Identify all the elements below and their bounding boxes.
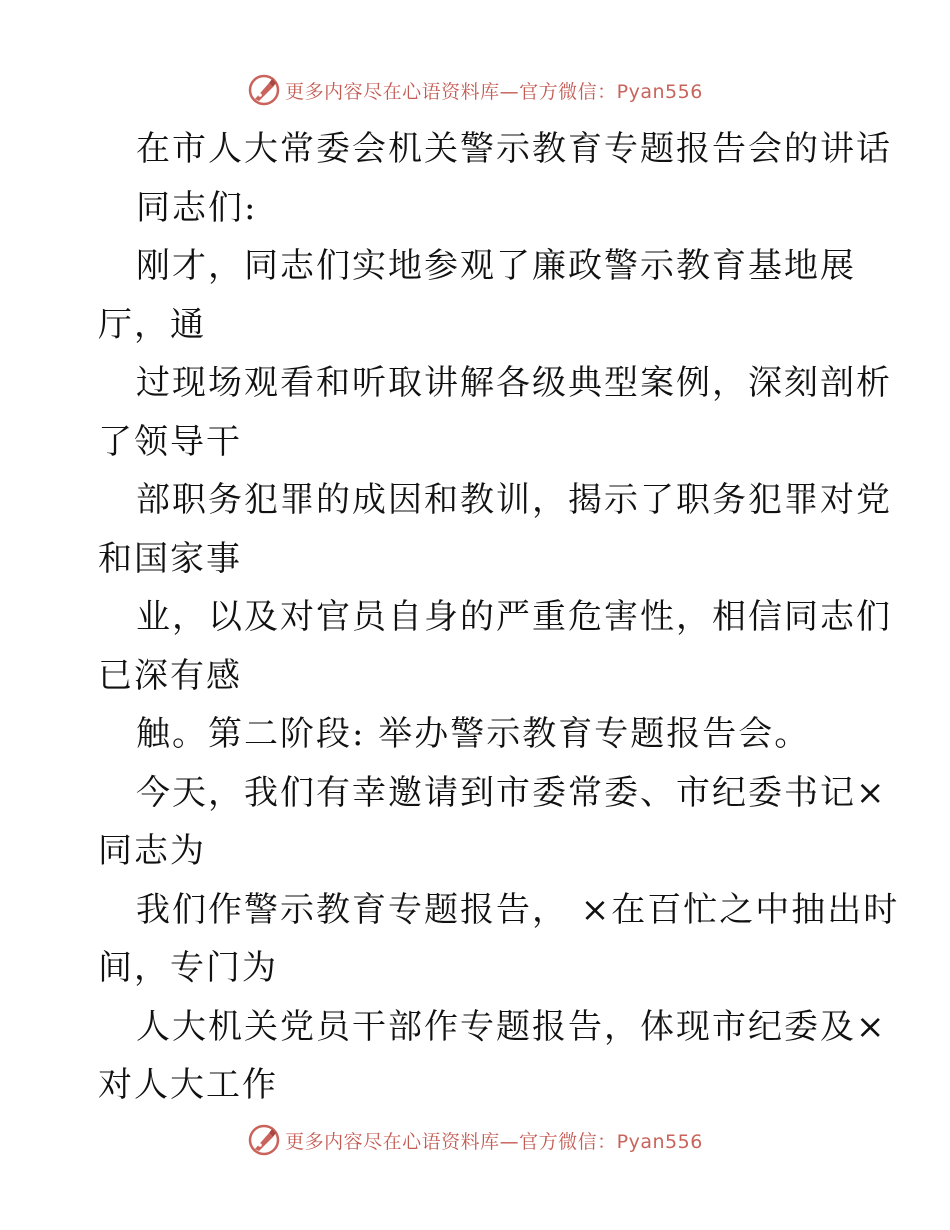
fountain-pen-logo-icon — [247, 73, 281, 107]
paragraph-line: 部职务犯罪的成因和教训，揭示了职务犯罪对党 — [136, 480, 892, 520]
paragraph-line: 今天，我们有幸邀请到市委常委、市纪委书记× — [136, 772, 887, 813]
paragraph-line: 和国家事 — [98, 538, 242, 579]
salutation: 同志们: — [136, 187, 258, 228]
paragraph-line: 了领导干 — [98, 421, 242, 462]
paragraph-line: 我们作警示教育专题报告， ×在百忙之中抽出时 — [136, 889, 900, 930]
paragraph-line: 已深有感 — [98, 655, 242, 696]
paragraph-line: 间，专门为 — [98, 948, 278, 988]
paragraph-line: 刚才，同志们实地参观了廉政警示教育基地展 — [136, 246, 856, 286]
paragraph-line: 人大机关党员干部作专题报告，体现市纪委及× — [136, 1006, 887, 1047]
header-watermark — [0, 70, 950, 110]
watermark-text: 更多内容尽在心语资料库—官方微信： — [285, 1130, 617, 1153]
paragraph-line: 同志为 — [98, 831, 206, 871]
paragraph-line: 业，以及对官员自身的严重危害性，相信同志们 — [136, 597, 892, 637]
paragraph-line: 过现场观看和听取讲解各级典型案例，深刻剖析 — [136, 363, 892, 403]
footer-watermark — [0, 1120, 950, 1160]
fountain-pen-logo-icon — [247, 1123, 281, 1157]
paragraph-line: 触。第二阶段: 举办警示教育专题报告会。 — [136, 714, 811, 754]
document-body — [98, 120, 900, 1115]
paragraph-line: 厅，通 — [98, 304, 206, 345]
document-title: 在市人大常委会机关警示教育专题报告会的讲话 — [136, 129, 892, 169]
watermark-wechat-id: Pyan556 — [616, 1130, 703, 1153]
watermark-wechat-id: Pyan556 — [616, 80, 703, 103]
paragraph-line: 对人大工作 — [98, 1065, 278, 1105]
watermark-text: 更多内容尽在心语资料库—官方微信： — [285, 80, 617, 103]
